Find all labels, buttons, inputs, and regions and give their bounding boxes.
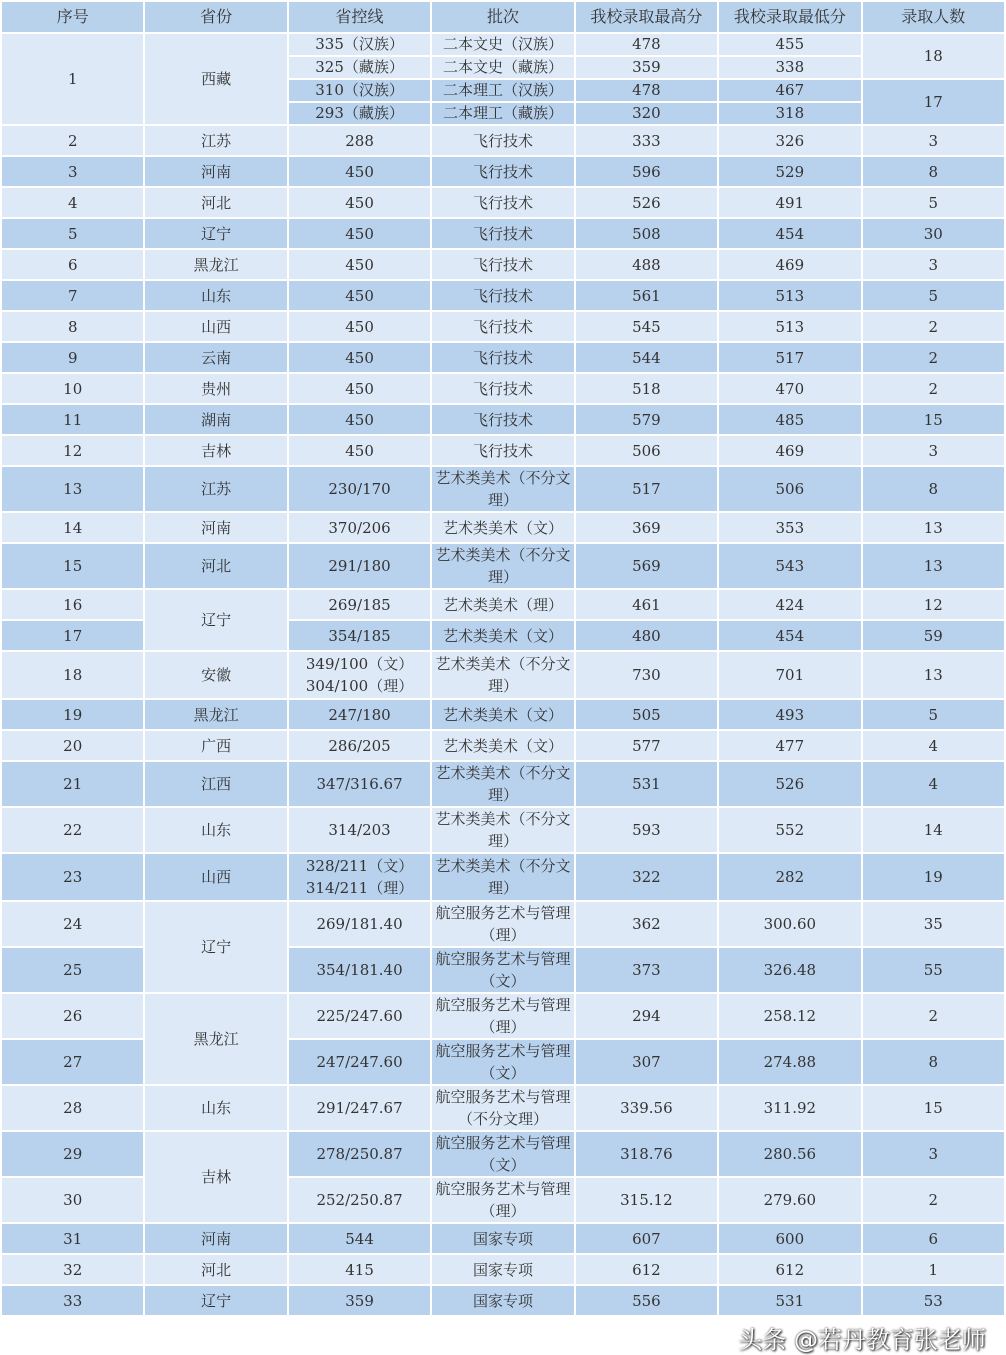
min-score-cell: 491 [718, 187, 861, 218]
province-cell: 辽宁 [144, 218, 287, 249]
table-row [1, 342, 1005, 373]
province-cell: 山东 [144, 280, 287, 311]
max-score-cell: 518 [575, 373, 718, 404]
province-cell: 山东 [144, 1085, 287, 1131]
batch-cell: 航空服务艺术与管理（理） [431, 993, 574, 1039]
control-line-cell: 450 [288, 156, 431, 187]
max-score-cell: 577 [575, 730, 718, 761]
control-line-cell: 347/316.67 [288, 761, 431, 807]
admitted-count-cell: 17 [862, 79, 1005, 125]
row-number: 26 [1, 993, 144, 1039]
max-score-cell: 526 [575, 187, 718, 218]
province-cell: 河南 [144, 1223, 287, 1254]
min-score-cell: 531 [718, 1285, 861, 1316]
min-score-cell: 526 [718, 761, 861, 807]
table-row [1, 761, 1005, 807]
row-number: 20 [1, 730, 144, 761]
batch-cell: 国家专项 [431, 1285, 574, 1316]
row-number: 21 [1, 761, 144, 807]
admitted-count-cell: 15 [862, 1085, 1005, 1131]
control-line-cell: 450 [288, 218, 431, 249]
max-score-cell: 531 [575, 761, 718, 807]
control-line-cell: 291/247.67 [288, 1085, 431, 1131]
table-row [1, 651, 1005, 699]
row-number: 5 [1, 218, 144, 249]
min-score-cell: 300.60 [718, 901, 861, 947]
batch-cell: 飞行技术 [431, 187, 574, 218]
max-score-cell: 505 [575, 699, 718, 730]
admitted-count-cell: 19 [862, 853, 1005, 901]
control-line-cell: 370/206 [288, 512, 431, 543]
row-number: 7 [1, 280, 144, 311]
min-score-cell: 469 [718, 435, 861, 466]
max-score-cell: 478 [575, 33, 718, 56]
table-row [1, 853, 1005, 901]
control-line-cell: 310（汉族） [288, 79, 431, 102]
min-score-cell: 455 [718, 33, 861, 56]
admitted-count-cell: 3 [862, 249, 1005, 280]
row-number: 22 [1, 807, 144, 853]
min-score-cell: 454 [718, 218, 861, 249]
admitted-count-cell: 4 [862, 730, 1005, 761]
max-score-cell: 596 [575, 156, 718, 187]
admitted-count-cell: 3 [862, 125, 1005, 156]
admitted-count-cell: 5 [862, 699, 1005, 730]
max-score-cell: 333 [575, 125, 718, 156]
province-cell: 山西 [144, 853, 287, 901]
control-line-cell: 278/250.87 [288, 1131, 431, 1177]
min-score-cell: 424 [718, 589, 861, 620]
admitted-count-cell: 8 [862, 1039, 1005, 1085]
table-row [1, 280, 1005, 311]
province-cell: 江西 [144, 761, 287, 807]
province-cell: 贵州 [144, 373, 287, 404]
row-number: 1 [1, 33, 144, 125]
column-header: 我校录取最低分 [718, 1, 861, 33]
batch-cell: 飞行技术 [431, 280, 574, 311]
row-number: 9 [1, 342, 144, 373]
batch-cell: 艺术类美术（不分文理） [431, 466, 574, 512]
province-cell: 辽宁 [144, 1285, 287, 1316]
province-cell: 黑龙江 [144, 249, 287, 280]
row-number: 30 [1, 1177, 144, 1223]
province-cell: 河北 [144, 187, 287, 218]
admitted-count-cell: 2 [862, 311, 1005, 342]
max-score-cell: 294 [575, 993, 718, 1039]
admitted-count-cell: 2 [862, 373, 1005, 404]
control-line-cell: 230/170 [288, 466, 431, 512]
control-line-cell: 288 [288, 125, 431, 156]
province-cell: 河南 [144, 156, 287, 187]
province-cell: 黑龙江 [144, 993, 287, 1085]
max-score-cell: 318.76 [575, 1131, 718, 1177]
row-number: 28 [1, 1085, 144, 1131]
admitted-count-cell: 5 [862, 187, 1005, 218]
table-row [1, 589, 1005, 620]
control-line-cell: 269/185 [288, 589, 431, 620]
row-number: 8 [1, 311, 144, 342]
batch-cell: 国家专项 [431, 1223, 574, 1254]
batch-cell: 艺术类美术（文） [431, 730, 574, 761]
row-number: 11 [1, 404, 144, 435]
table-row [1, 466, 1005, 512]
batch-cell: 航空服务艺术与管理（理） [431, 1177, 574, 1223]
max-score-cell: 508 [575, 218, 718, 249]
admitted-count-cell: 8 [862, 466, 1005, 512]
table-row [1, 435, 1005, 466]
row-number: 18 [1, 651, 144, 699]
table-row [1, 33, 1005, 56]
min-score-cell: 469 [718, 249, 861, 280]
min-score-cell: 600 [718, 1223, 861, 1254]
min-score-cell: 612 [718, 1254, 861, 1285]
max-score-cell: 369 [575, 512, 718, 543]
admitted-count-cell: 13 [862, 512, 1005, 543]
control-line-cell: 291/180 [288, 543, 431, 589]
batch-cell: 艺术类美术（文） [431, 512, 574, 543]
column-header: 录取人数 [862, 1, 1005, 33]
column-header: 批次 [431, 1, 574, 33]
min-score-cell: 274.88 [718, 1039, 861, 1085]
batch-cell: 艺术类美术（文） [431, 699, 574, 730]
row-number: 29 [1, 1131, 144, 1177]
control-line-cell: 450 [288, 280, 431, 311]
max-score-cell: 359 [575, 56, 718, 79]
admitted-count-cell: 53 [862, 1285, 1005, 1316]
province-cell: 西藏 [144, 33, 287, 125]
control-line-cell: 325（藏族） [288, 56, 431, 79]
table-row [1, 1085, 1005, 1131]
admitted-count-cell: 5 [862, 280, 1005, 311]
control-line-cell: 335（汉族） [288, 33, 431, 56]
batch-cell: 航空服务艺术与管理（文） [431, 1039, 574, 1085]
max-score-cell: 556 [575, 1285, 718, 1316]
table-row [1, 125, 1005, 156]
batch-cell: 艺术类美术（文） [431, 620, 574, 651]
control-line-cell: 354/181.40 [288, 947, 431, 993]
row-number: 12 [1, 435, 144, 466]
max-score-cell: 561 [575, 280, 718, 311]
row-number: 19 [1, 699, 144, 730]
table-row [1, 249, 1005, 280]
table-row [1, 901, 1005, 947]
row-number: 15 [1, 543, 144, 589]
control-line-cell: 450 [288, 187, 431, 218]
min-score-cell: 258.12 [718, 993, 861, 1039]
row-number: 3 [1, 156, 144, 187]
control-line-cell: 269/181.40 [288, 901, 431, 947]
control-line-cell: 293（藏族） [288, 102, 431, 125]
admitted-count-cell: 2 [862, 342, 1005, 373]
max-score-cell: 339.56 [575, 1085, 718, 1131]
province-cell: 河南 [144, 512, 287, 543]
control-line-cell: 225/247.60 [288, 993, 431, 1039]
province-cell: 广西 [144, 730, 287, 761]
min-score-cell: 282 [718, 853, 861, 901]
row-number: 25 [1, 947, 144, 993]
province-cell: 黑龙江 [144, 699, 287, 730]
admitted-count-cell: 35 [862, 901, 1005, 947]
province-cell: 河北 [144, 543, 287, 589]
row-number: 13 [1, 466, 144, 512]
row-number: 16 [1, 589, 144, 620]
max-score-cell: 569 [575, 543, 718, 589]
min-score-cell: 529 [718, 156, 861, 187]
max-score-cell: 461 [575, 589, 718, 620]
min-score-cell: 485 [718, 404, 861, 435]
row-number: 24 [1, 901, 144, 947]
max-score-cell: 593 [575, 807, 718, 853]
admitted-count-cell: 59 [862, 620, 1005, 651]
province-cell: 吉林 [144, 1131, 287, 1223]
column-header: 省份 [144, 1, 287, 33]
batch-cell: 艺术类美术（不分文理） [431, 761, 574, 807]
admitted-count-cell: 2 [862, 993, 1005, 1039]
control-line-cell: 450 [288, 404, 431, 435]
row-number: 33 [1, 1285, 144, 1316]
table-row [1, 699, 1005, 730]
max-score-cell: 307 [575, 1039, 718, 1085]
min-score-cell: 353 [718, 512, 861, 543]
max-score-cell: 545 [575, 311, 718, 342]
table-row [1, 1223, 1005, 1254]
table-row [1, 807, 1005, 853]
batch-cell: 艺术类美术（不分文理） [431, 651, 574, 699]
control-line-cell: 450 [288, 311, 431, 342]
max-score-cell: 730 [575, 651, 718, 699]
min-score-cell: 279.60 [718, 1177, 861, 1223]
province-cell: 湖南 [144, 404, 287, 435]
min-score-cell: 552 [718, 807, 861, 853]
control-line-cell: 450 [288, 249, 431, 280]
admitted-count-cell: 18 [862, 33, 1005, 79]
admitted-count-cell: 4 [862, 761, 1005, 807]
batch-cell: 二本理工（藏族） [431, 102, 574, 125]
table-row [1, 1131, 1005, 1177]
min-score-cell: 467 [718, 79, 861, 102]
table-row [1, 218, 1005, 249]
control-line-cell: 450 [288, 435, 431, 466]
batch-cell: 二本文史（藏族） [431, 56, 574, 79]
table-row [1, 543, 1005, 589]
province-cell: 云南 [144, 342, 287, 373]
batch-cell: 飞行技术 [431, 373, 574, 404]
batch-cell: 飞行技术 [431, 156, 574, 187]
control-line-cell: 415 [288, 1254, 431, 1285]
batch-cell: 飞行技术 [431, 435, 574, 466]
table-row [1, 993, 1005, 1039]
batch-cell: 艺术类美术（不分文理） [431, 543, 574, 589]
max-score-cell: 480 [575, 620, 718, 651]
min-score-cell: 311.92 [718, 1085, 861, 1131]
min-score-cell: 338 [718, 56, 861, 79]
province-cell: 河北 [144, 1254, 287, 1285]
batch-cell: 国家专项 [431, 1254, 574, 1285]
control-line-cell: 450 [288, 373, 431, 404]
control-line-cell: 354/185 [288, 620, 431, 651]
control-line-cell: 359 [288, 1285, 431, 1316]
province-cell: 安徽 [144, 651, 287, 699]
column-header: 我校录取最高分 [575, 1, 718, 33]
column-header: 序号 [1, 1, 144, 33]
row-number: 27 [1, 1039, 144, 1085]
admitted-count-cell: 12 [862, 589, 1005, 620]
max-score-cell: 362 [575, 901, 718, 947]
min-score-cell: 493 [718, 699, 861, 730]
batch-cell: 飞行技术 [431, 404, 574, 435]
row-number: 6 [1, 249, 144, 280]
batch-cell: 航空服务艺术与管理（文） [431, 947, 574, 993]
province-cell: 辽宁 [144, 901, 287, 993]
province-cell: 山西 [144, 311, 287, 342]
min-score-cell: 513 [718, 311, 861, 342]
table-row [1, 1285, 1005, 1316]
batch-cell: 艺术类美术（不分文理） [431, 807, 574, 853]
table-row [1, 311, 1005, 342]
admitted-count-cell: 1 [862, 1254, 1005, 1285]
row-number: 31 [1, 1223, 144, 1254]
table-row [1, 187, 1005, 218]
max-score-cell: 517 [575, 466, 718, 512]
max-score-cell: 488 [575, 249, 718, 280]
batch-cell: 飞行技术 [431, 249, 574, 280]
max-score-cell: 607 [575, 1223, 718, 1254]
max-score-cell: 315.12 [575, 1177, 718, 1223]
control-line-cell: 252/250.87 [288, 1177, 431, 1223]
admitted-count-cell: 55 [862, 947, 1005, 993]
batch-cell: 航空服务艺术与管理（理） [431, 901, 574, 947]
max-score-cell: 579 [575, 404, 718, 435]
control-line-cell: 247/180 [288, 699, 431, 730]
batch-cell: 艺术类美术（理） [431, 589, 574, 620]
admitted-count-cell: 14 [862, 807, 1005, 853]
row-number: 32 [1, 1254, 144, 1285]
table-header-row [1, 1, 1005, 33]
max-score-cell: 373 [575, 947, 718, 993]
max-score-cell: 612 [575, 1254, 718, 1285]
control-line-cell: 544 [288, 1223, 431, 1254]
max-score-cell: 320 [575, 102, 718, 125]
control-line-cell: 349/100（文） 304/100（理） [288, 651, 431, 699]
min-score-cell: 454 [718, 620, 861, 651]
batch-cell: 飞行技术 [431, 125, 574, 156]
province-cell: 江苏 [144, 466, 287, 512]
batch-cell: 飞行技术 [431, 218, 574, 249]
max-score-cell: 478 [575, 79, 718, 102]
max-score-cell: 322 [575, 853, 718, 901]
admitted-count-cell: 3 [862, 1131, 1005, 1177]
control-line-cell: 328/211（文） 314/211（理） [288, 853, 431, 901]
batch-cell: 二本文史（汉族） [431, 33, 574, 56]
max-score-cell: 506 [575, 435, 718, 466]
table-row [1, 1254, 1005, 1285]
table-row [1, 373, 1005, 404]
batch-cell: 航空服务艺术与管理（文） [431, 1131, 574, 1177]
province-cell: 江苏 [144, 125, 287, 156]
admitted-count-cell: 15 [862, 404, 1005, 435]
max-score-cell: 544 [575, 342, 718, 373]
province-cell: 山东 [144, 807, 287, 853]
batch-cell: 二本理工（汉族） [431, 79, 574, 102]
admitted-count-cell: 2 [862, 1177, 1005, 1223]
row-number: 17 [1, 620, 144, 651]
min-score-cell: 506 [718, 466, 861, 512]
row-number: 4 [1, 187, 144, 218]
row-number: 14 [1, 512, 144, 543]
admitted-count-cell: 8 [862, 156, 1005, 187]
control-line-cell: 247/247.60 [288, 1039, 431, 1085]
column-header: 省控线 [288, 1, 431, 33]
min-score-cell: 477 [718, 730, 861, 761]
batch-cell: 航空服务艺术与管理（不分文理） [431, 1085, 574, 1131]
table-row [1, 512, 1005, 543]
control-line-cell: 450 [288, 342, 431, 373]
table-row [1, 404, 1005, 435]
province-cell: 辽宁 [144, 589, 287, 651]
min-score-cell: 318 [718, 102, 861, 125]
min-score-cell: 543 [718, 543, 861, 589]
min-score-cell: 517 [718, 342, 861, 373]
admitted-count-cell: 13 [862, 543, 1005, 589]
row-number: 2 [1, 125, 144, 156]
min-score-cell: 326.48 [718, 947, 861, 993]
batch-cell: 飞行技术 [431, 311, 574, 342]
min-score-cell: 513 [718, 280, 861, 311]
admitted-count-cell: 3 [862, 435, 1005, 466]
row-number: 23 [1, 853, 144, 901]
row-number: 10 [1, 373, 144, 404]
admitted-count-cell: 30 [862, 218, 1005, 249]
batch-cell: 艺术类美术（不分文理） [431, 853, 574, 901]
batch-cell: 飞行技术 [431, 342, 574, 373]
min-score-cell: 470 [718, 373, 861, 404]
min-score-cell: 701 [718, 651, 861, 699]
min-score-cell: 326 [718, 125, 861, 156]
min-score-cell: 280.56 [718, 1131, 861, 1177]
control-line-cell: 314/203 [288, 807, 431, 853]
table-row [1, 730, 1005, 761]
province-cell: 吉林 [144, 435, 287, 466]
table-row [1, 156, 1005, 187]
watermark: 头条 @若丹教育张老师 [738, 1326, 986, 1354]
admitted-count-cell: 13 [862, 651, 1005, 699]
admitted-count-cell: 6 [862, 1223, 1005, 1254]
control-line-cell: 286/205 [288, 730, 431, 761]
